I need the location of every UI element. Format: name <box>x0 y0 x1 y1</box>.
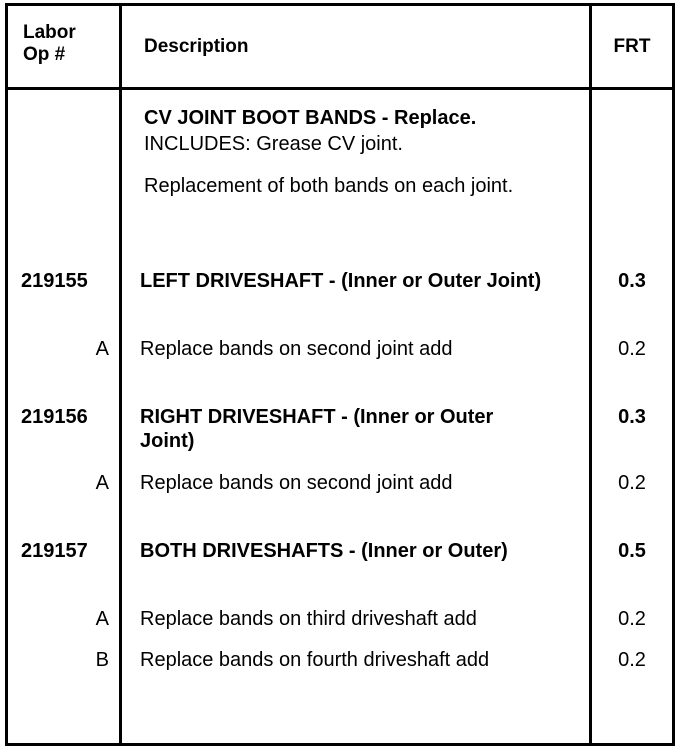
table-row-desc: Replace bands on second joint add <box>140 472 453 494</box>
table-row-desc: Replace bands on fourth driveshaft add <box>140 649 490 671</box>
table-row-op: 219157 <box>21 540 88 562</box>
column-divider-frt <box>589 3 592 746</box>
table-row-desc: LEFT DRIVESHAFT - (Inner or Outer Joint) <box>140 270 542 292</box>
intro-includes: INCLUDES: Grease CV joint. <box>144 133 403 155</box>
table-row-frt: 0.2 <box>618 472 646 494</box>
table-row-op: 219155 <box>21 270 88 292</box>
table-row-op: A <box>95 472 109 494</box>
table-row-op: A <box>95 338 109 360</box>
intro-note: Replacement of both bands on each joint. <box>144 175 514 197</box>
table-row-frt: 0.2 <box>618 608 646 630</box>
table-row-desc: Replace bands on second joint add <box>140 338 453 360</box>
header-labor-op: Labor Op # <box>23 22 76 65</box>
table-row-op: B <box>95 649 109 671</box>
header-description: Description <box>144 36 249 57</box>
table-row-frt: 0.5 <box>618 540 646 562</box>
table-row-op: A <box>95 608 109 630</box>
intro-title: CV JOINT BOOT BANDS - Replace. <box>144 107 477 129</box>
table-row-desc: RIGHT DRIVESHAFT - (Inner or Outer Joint) <box>140 406 494 452</box>
table-row-frt: 0.3 <box>618 270 646 292</box>
column-divider-op <box>119 3 122 746</box>
table-row-desc: Replace bands on third driveshaft add <box>140 608 477 630</box>
table-row-desc: BOTH DRIVESHAFTS - (Inner or Outer) <box>140 540 508 562</box>
header-frt: FRT <box>613 36 651 57</box>
labor-table <box>5 3 675 746</box>
table-row-op: 219156 <box>21 406 88 428</box>
table-row-frt: 0.2 <box>618 649 646 671</box>
header-divider <box>5 87 675 90</box>
table-row-frt: 0.3 <box>618 406 646 428</box>
table-row-frt: 0.2 <box>618 338 646 360</box>
